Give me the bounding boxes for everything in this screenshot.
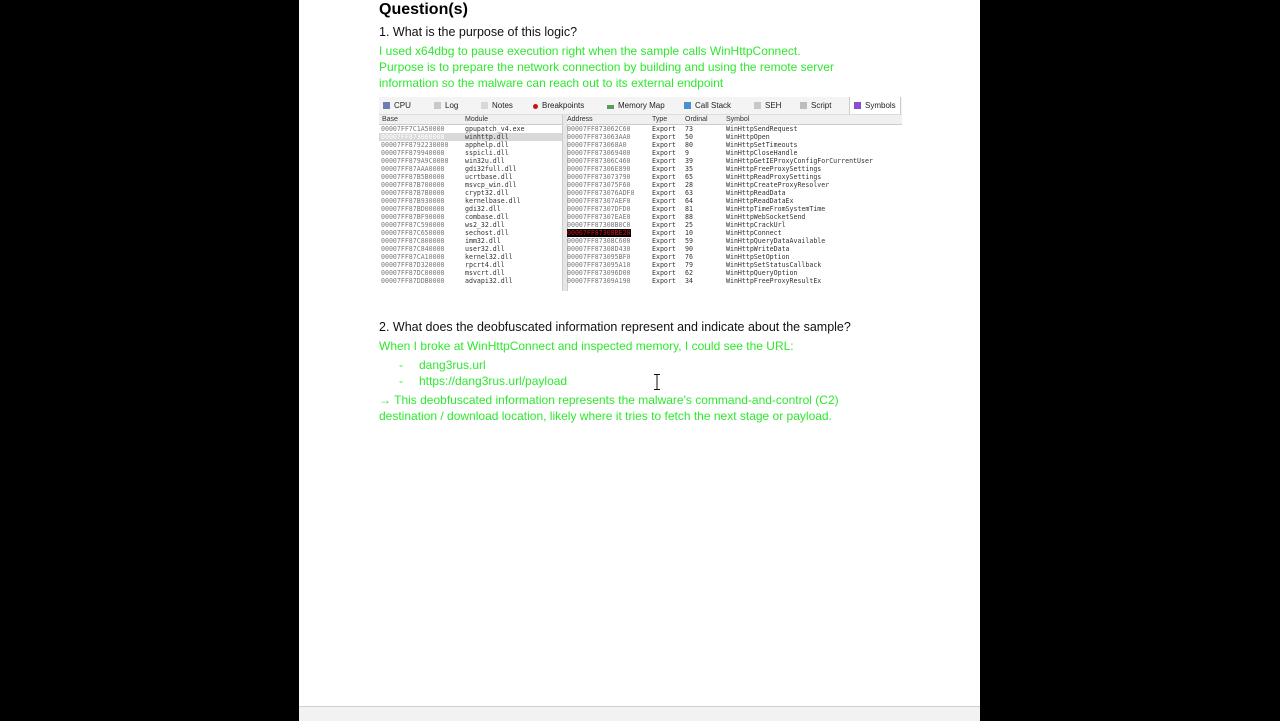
symbol-type: Export — [652, 229, 676, 237]
symbol-address: 00007FF87307AEF0 — [567, 197, 631, 205]
symbol-row[interactable] — [567, 253, 902, 261]
tab-cpu: CPU — [383, 101, 411, 110]
symbol-address: 00007FF873096D00 — [567, 269, 631, 277]
symbol-symbol: WinHttpQueryOption — [726, 269, 798, 277]
symbol-symbol: WinHttpFreeProxySettings — [726, 165, 822, 173]
symbol-pane-header — [567, 115, 902, 125]
page-bottom-bar — [299, 706, 980, 721]
module-row[interactable] — [379, 277, 562, 285]
module-base: 00007FF87AAA0000 — [381, 165, 445, 173]
module-row[interactable] — [379, 237, 562, 245]
symbol-row[interactable] — [567, 205, 902, 213]
answer-2-conclusion-line-2: destination / download location, likely where it tries to fetch the next stage or payload. — [379, 409, 832, 423]
symbol-ordinal: 34 — [685, 277, 693, 285]
module-base: 00007FF873060000 — [381, 133, 445, 141]
symbol-row[interactable] — [567, 189, 902, 197]
symbol-address: 00007FF87307DFD0 — [567, 205, 631, 213]
symbol-address: 00007FF873068A0 — [567, 141, 627, 149]
module-name: rpcrt4.dll — [465, 261, 505, 269]
module-row[interactable] — [379, 261, 562, 269]
module-base: 00007FF87BF90000 — [381, 213, 445, 221]
tab-memory-map: Memory Map — [607, 101, 665, 110]
symbol-type: Export — [652, 205, 676, 213]
symbol-type: Export — [652, 149, 676, 157]
symbol-address: 00007FF873062C60 — [567, 125, 631, 133]
seh-icon — [754, 102, 761, 109]
call-stack-icon — [684, 102, 691, 109]
module-name: gpupatch_v4.exe — [465, 125, 525, 133]
answer-2-conclusion-line-1: → This deobfuscated information represents the malware's command-and-control (C2) — [379, 393, 839, 407]
column-module: Module — [465, 116, 488, 123]
tab-call-stack: Call Stack — [684, 101, 731, 110]
symbol-ordinal: 64 — [685, 197, 693, 205]
module-row[interactable] — [379, 221, 562, 229]
module-row[interactable] — [379, 149, 562, 157]
module-base: 00007FF87C650000 — [381, 229, 445, 237]
memory-icon — [607, 105, 614, 109]
symbol-ordinal: 35 — [685, 165, 693, 173]
symbol-type: Export — [652, 253, 676, 261]
symbol-symbol: WinHttpReadDataEx — [726, 197, 794, 205]
symbol-ordinal: 79 — [685, 261, 693, 269]
symbol-row[interactable] — [567, 229, 902, 237]
symbol-symbol: WinHttpOpen — [726, 133, 770, 141]
symbol-ordinal: 50 — [685, 133, 693, 141]
cpu-icon — [383, 102, 390, 109]
module-list — [379, 125, 562, 285]
symbol-row[interactable] — [567, 157, 902, 165]
module-base: 00007FF87C800000 — [381, 237, 445, 245]
symbol-type: Export — [652, 125, 676, 133]
module-name: kernel32.dll — [465, 253, 513, 261]
debugger-screenshot — [379, 97, 902, 291]
symbol-type: Export — [652, 261, 676, 269]
symbol-type: Export — [652, 173, 676, 181]
section-heading: Question(s) — [379, 1, 468, 18]
symbol-address: 00007FF873075F60 — [567, 181, 631, 189]
tab-log: Log — [434, 101, 458, 110]
symbol-address: 00007FF87308B0C0 — [567, 221, 631, 229]
symbol-address: 00007FF873095BF0 — [567, 253, 631, 261]
text-cursor-icon — [654, 374, 660, 390]
symbol-type: Export — [652, 269, 676, 277]
symbol-ordinal: 59 — [685, 237, 693, 245]
symbol-type: Export — [652, 141, 676, 149]
symbol-address: 00007FF873073790 — [567, 173, 631, 181]
module-name: gdi32full.dll — [465, 165, 517, 173]
symbol-type: Export — [652, 165, 676, 173]
module-row[interactable] — [379, 133, 562, 141]
column-base: Base — [382, 116, 398, 123]
symbol-symbol: WinHttpCreateProxyResolver — [726, 181, 830, 189]
symbol-row[interactable] — [567, 197, 902, 205]
symbol-ordinal: 65 — [685, 173, 693, 181]
answer-2-bullet-1: - dang3rus.url — [399, 358, 486, 372]
symbol-symbol: WinHttpSetTimeouts — [726, 141, 798, 149]
symbol-ordinal: 62 — [685, 269, 693, 277]
symbol-type: Export — [652, 221, 676, 229]
module-row[interactable] — [379, 141, 562, 149]
symbol-address: 00007FF87307EAE0 — [567, 213, 631, 221]
symbol-ordinal: 10 — [685, 229, 693, 237]
answer-2-bullet-2: - https://dang3rus.url/payload — [399, 374, 568, 388]
module-base: 00007FF87DDB0000 — [381, 277, 445, 285]
symbol-symbol: WinHttpTimeFromSystemTime — [726, 205, 826, 213]
debugger-tab-bar — [379, 97, 902, 115]
symbol-address: 00007FF873063AA0 — [567, 133, 631, 141]
symbol-symbol: WinHttpReadData — [726, 189, 786, 197]
module-name: ucrtbase.dll — [465, 173, 513, 181]
symbol-symbol: WinHttpCrackUrl — [726, 221, 786, 229]
symbol-row[interactable] — [567, 261, 902, 269]
answer-1-line-1: I used x64dbg to pause execution right when the sample calls WinHttpConnect. — [379, 44, 801, 58]
column-symbol: Symbol — [726, 116, 750, 123]
symbol-type: Export — [652, 245, 676, 253]
tab-seh: SEH — [754, 101, 781, 110]
symbol-ordinal: 73 — [685, 125, 693, 133]
symbol-row[interactable] — [567, 277, 902, 285]
module-row[interactable] — [379, 157, 562, 165]
module-name: msvcrt.dll — [465, 269, 505, 277]
symbol-type: Export — [652, 197, 676, 205]
module-name: ws2_32.dll — [465, 221, 505, 229]
module-row[interactable] — [379, 269, 562, 277]
module-name: win32u.dll — [465, 157, 505, 165]
symbol-row[interactable] — [567, 237, 902, 245]
symbol-address: 00007FF87308D430 — [567, 245, 631, 253]
module-base: 00007FF87BD00000 — [381, 205, 445, 213]
symbol-address: 00007FF873069400 — [567, 149, 631, 157]
module-row[interactable] — [379, 205, 562, 213]
tab-script: Script — [800, 101, 831, 110]
module-name: advapi32.dll — [465, 277, 513, 285]
notes-icon — [481, 102, 488, 109]
module-row[interactable] — [379, 189, 562, 197]
symbol-symbol: WinHttpReadProxySettings — [726, 173, 822, 181]
module-row[interactable] — [379, 181, 562, 189]
module-base: 00007FF87B930000 — [381, 197, 445, 205]
symbol-symbol: WinHttpSetOption — [726, 253, 790, 261]
symbol-row[interactable] — [567, 149, 902, 157]
symbol-address: 00007FF87308BE20 — [567, 229, 631, 237]
script-icon — [800, 102, 807, 109]
symbol-ordinal: 9 — [685, 149, 689, 157]
module-base: 00007FF87C840000 — [381, 245, 445, 253]
log-icon — [434, 102, 441, 109]
symbol-ordinal: 39 — [685, 157, 693, 165]
symbol-row[interactable] — [567, 133, 902, 141]
symbol-row[interactable] — [567, 165, 902, 173]
answer-1-line-2: Purpose is to prepare the network connection by building and using the remote server — [379, 60, 834, 74]
module-row[interactable] — [379, 165, 562, 173]
symbol-type: Export — [652, 237, 676, 245]
column-type: Type — [652, 116, 668, 123]
symbol-type: Export — [652, 157, 676, 165]
symbol-type: Export — [652, 133, 676, 141]
module-row[interactable] — [379, 229, 562, 237]
symbol-symbol: WinHttpWriteData — [726, 245, 790, 253]
column-address: Address — [567, 116, 593, 123]
answer-1-line-3: information so the malware can reach out to its external endpoint — [379, 76, 724, 90]
module-base: 00007FF87CA10000 — [381, 253, 445, 261]
symbol-symbol: WinHttpSetStatusCallback — [726, 261, 822, 269]
symbol-row[interactable] — [567, 141, 902, 149]
symbol-ordinal: 25 — [685, 221, 693, 229]
module-row[interactable] — [379, 197, 562, 205]
question-2: 2. What does the deobfuscated information represent and indicate about the sample? — [379, 320, 851, 334]
module-row[interactable] — [379, 125, 562, 133]
symbol-list — [567, 125, 902, 285]
module-name: user32.dll — [465, 245, 505, 253]
module-name: combase.dll — [465, 213, 509, 221]
symbol-symbol: WinHttpSendRequest — [726, 125, 798, 133]
tab-breakpoints: Breakpoints — [533, 101, 584, 110]
module-name: crypt32.dll — [465, 189, 509, 197]
symbol-ordinal: 76 — [685, 253, 693, 261]
module-name: kernelbase.dll — [465, 197, 521, 205]
symbol-symbol: WinHttpQueryDataAvailable — [726, 237, 826, 245]
module-base: 00007FF87B700000 — [381, 181, 445, 189]
module-name: gdi32.dll — [465, 205, 501, 213]
document-page — [299, 0, 980, 706]
symbol-symbol: WinHttpConnect — [726, 229, 782, 237]
symbol-ordinal: 80 — [685, 141, 693, 149]
module-row[interactable] — [379, 245, 562, 253]
symbol-type: Export — [652, 181, 676, 189]
symbol-row[interactable] — [567, 213, 902, 221]
module-row[interactable] — [379, 253, 562, 261]
breakpoint-icon — [533, 104, 538, 109]
symbol-row[interactable] — [567, 125, 902, 133]
module-base: 00007FF879A9C0000 — [381, 157, 449, 165]
symbol-address: 00007FF87308C600 — [567, 237, 631, 245]
symbol-row[interactable] — [567, 269, 902, 277]
symbol-address: 00007FF873095A10 — [567, 261, 631, 269]
symbol-address: 00007FF87309A190 — [567, 277, 631, 285]
symbol-ordinal: 88 — [685, 213, 693, 221]
module-name: apphelp.dll — [465, 141, 509, 149]
symbol-row[interactable] — [567, 181, 902, 189]
symbol-row[interactable] — [567, 173, 902, 181]
module-name: sspicli.dll — [465, 149, 509, 157]
module-row[interactable] — [379, 173, 562, 181]
symbol-symbol: WinHttpFreeProxyResultEx — [726, 277, 822, 285]
module-base: 00007FF8792230000 — [381, 141, 449, 149]
symbol-row[interactable] — [567, 245, 902, 253]
module-name: winhttp.dll — [465, 133, 509, 141]
symbol-ordinal: 90 — [685, 245, 693, 253]
symbol-symbol: WinHttpGetIEProxyConfigForCurrentUser — [726, 157, 873, 165]
symbol-type: Export — [652, 189, 676, 197]
symbol-ordinal: 81 — [685, 205, 693, 213]
module-row[interactable] — [379, 213, 562, 221]
symbol-type: Export — [652, 213, 676, 221]
answer-2-intro: When I broke at WinHttpConnect and inspected memory, I could see the URL: — [379, 339, 794, 353]
module-base: 00007FF87DC00000 — [381, 269, 445, 277]
module-base: 00007FF7C1A50000 — [381, 125, 445, 133]
symbol-address: 00007FF87306E890 — [567, 165, 631, 173]
symbol-ordinal: 63 — [685, 189, 693, 197]
tab-notes: Notes — [481, 101, 513, 110]
symbol-address: 00007FF87306C460 — [567, 157, 631, 165]
symbol-symbol: WinHttpCloseHandle — [726, 149, 798, 157]
module-base: 00007FF87D320000 — [381, 261, 445, 269]
module-base: 00007FF879940000 — [381, 149, 445, 157]
symbol-row[interactable] — [567, 221, 902, 229]
question-1: 1. What is the purpose of this logic? — [379, 25, 578, 39]
module-base: 00007FF87B7B0000 — [381, 189, 445, 197]
module-name: imm32.dll — [465, 237, 501, 245]
symbol-type: Export — [652, 277, 676, 285]
module-base: 00007FF87C590000 — [381, 221, 445, 229]
symbol-address: 00007FF873076ADF0 — [567, 189, 635, 197]
tab-symbols: Symbols — [849, 97, 901, 114]
column-ordinal: Ordinal — [685, 116, 708, 123]
module-name: sechost.dll — [465, 229, 509, 237]
symbol-ordinal: 28 — [685, 181, 693, 189]
module-name: msvcp_win.dll — [465, 181, 517, 189]
module-pane-header — [379, 115, 562, 125]
symbols-icon — [854, 102, 861, 109]
symbol-symbol: WinHttpWebSocketSend — [726, 213, 806, 221]
module-base: 00007FF87B5B0000 — [381, 173, 445, 181]
